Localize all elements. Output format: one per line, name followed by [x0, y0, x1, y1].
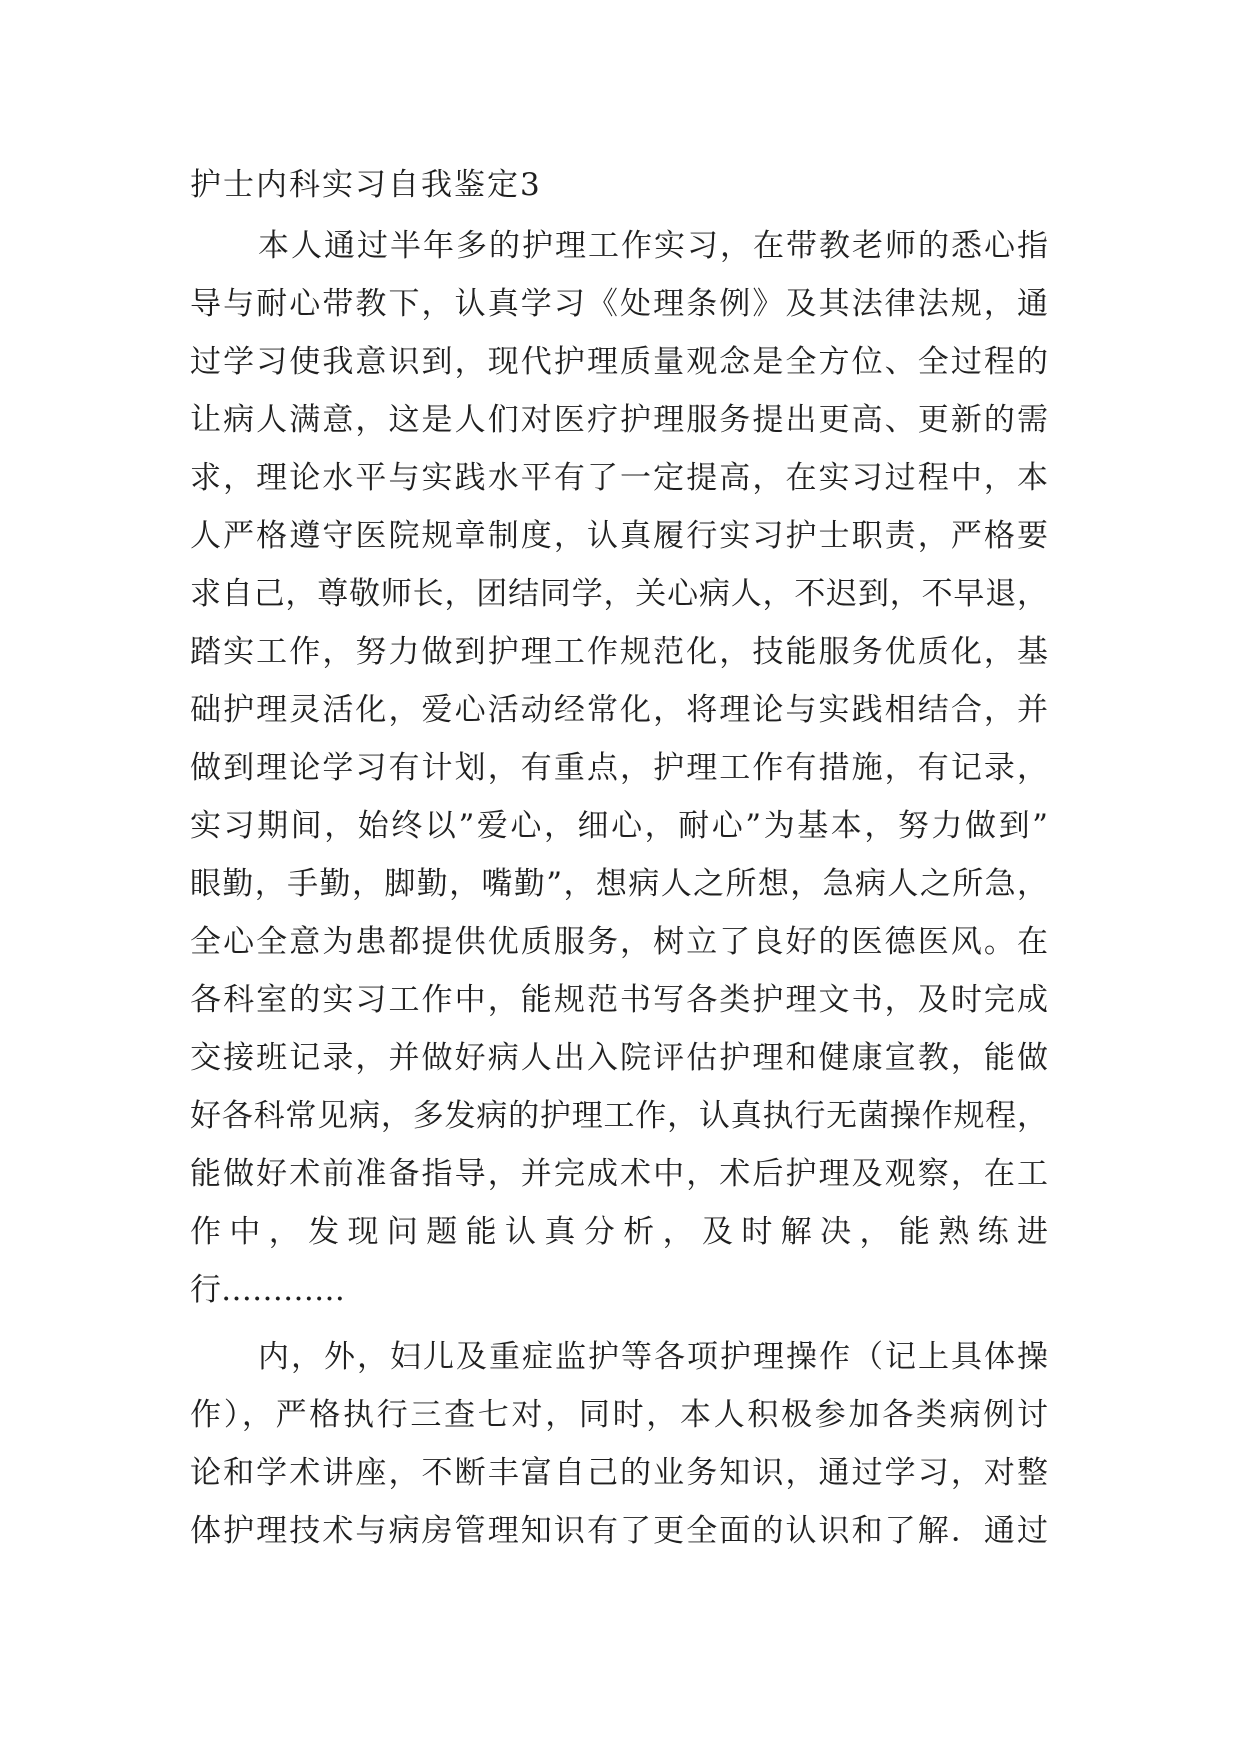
paragraph-1-line: 能做好术前准备指导，并完成术中，术后护理及观察，在工 [190, 1156, 1048, 1192]
paragraph-1-line: 让病人满意，这是人们对医疗护理服务提出更高、更新的需 [190, 402, 1048, 438]
paragraph-1-line: 各科室的实习工作中，能规范书写各类护理文书，及时完成 [190, 982, 1048, 1018]
paragraph-1-line: 好各科常见病，多发病的护理工作，认真执行无菌操作规程， [190, 1098, 1048, 1134]
paragraph-1-line: 人严格遵守医院规章制度，认真履行实习护士职责，严格要 [190, 518, 1048, 554]
paragraph-1-line: 行………… [190, 1272, 345, 1308]
paragraph-1-line: 作中，发现问题能认真分析，及时解决，能熟练进 [190, 1214, 1048, 1250]
paragraph-2-line: 内，外，妇儿及重症监护等各项护理操作（记上具体操 [258, 1339, 1048, 1375]
paragraph-1-line: 导与耐心带教下，认真学习《处理条例》及其法律法规，通 [190, 286, 1048, 322]
paragraph-1-line: 眼勤，手勤，脚勤，嘴勤”，想病人之所想，急病人之所急， [190, 866, 1048, 902]
paragraph-1-line: 全心全意为患都提供优质服务，树立了良好的医德医风。在 [190, 924, 1048, 960]
paragraph-1-line: 础护理灵活化，爱心活动经常化，将理论与实践相结合，并 [190, 692, 1048, 728]
paragraph-1-line: 过学习使我意识到，现代护理质量观念是全方位、全过程的 [190, 344, 1048, 380]
paragraph-2-line: 体护理技术与病房管理知识有了更全面的认识和了解．通过 [190, 1513, 1048, 1549]
paragraph-1-line: 踏实工作，努力做到护理工作规范化，技能服务优质化，基 [190, 634, 1048, 670]
paragraph-2-line: 作），严格执行三查七对，同时，本人积极参加各类病例讨 [190, 1397, 1048, 1433]
paragraph-1-line: 实习期间，始终以”爱心，细心，耐心”为基本，努力做到” [190, 808, 1048, 844]
paragraph-1-line: 求，理论水平与实践水平有了一定提高，在实习过程中，本 [190, 460, 1048, 496]
paragraph-1-line: 交接班记录，并做好病人出入院评估护理和健康宣教，能做 [190, 1040, 1048, 1076]
paragraph-1-line: 求自己，尊敬师长，团结同学，关心病人，不迟到，不早退， [190, 576, 1048, 612]
document-title: 护士内科实习自我鉴定3 [190, 167, 542, 203]
paragraph-2-line: 论和学术讲座，不断丰富自己的业务知识，通过学习，对整 [190, 1455, 1048, 1491]
paragraph-1-line: 做到理论学习有计划，有重点，护理工作有措施，有记录， [190, 750, 1048, 786]
paragraph-1-line: 本人通过半年多的护理工作实习，在带教老师的悉心指 [258, 228, 1048, 264]
